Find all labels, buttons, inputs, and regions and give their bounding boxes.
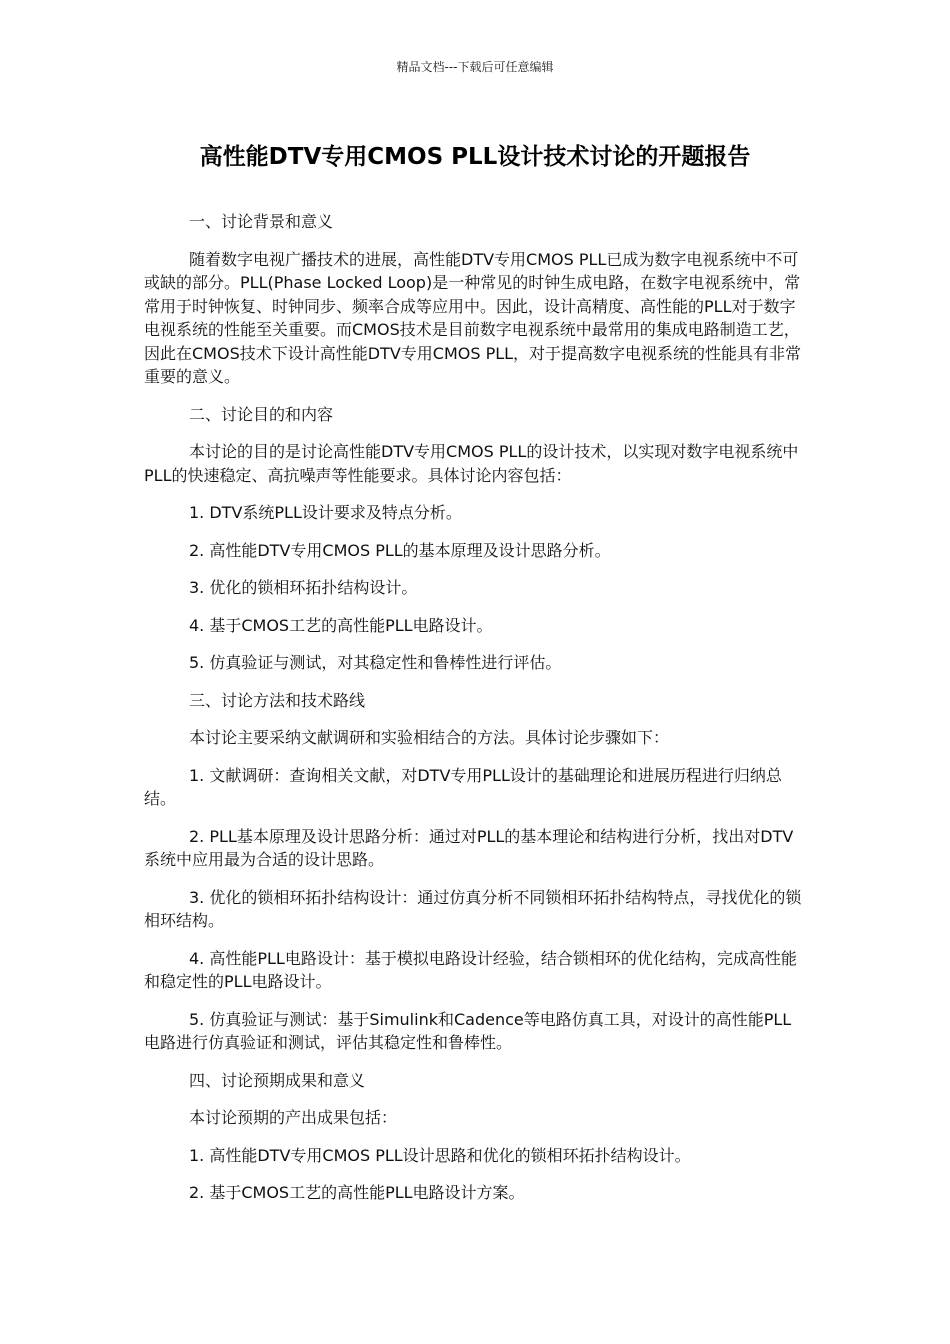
list-item: 1. DTV系统PLL设计要求及特点分析。 bbox=[189, 503, 462, 522]
paragraph: 随着数字电视广播技术的进展，高性能DTV专用CMOS PLL已成为数字电视系统中不可或缺的部分。PLL(Phase Locked Loop)是一种常见的时钟生成电路，在数字电视系统中，常常用于时钟恢复、时钟同步、频率合成等应用中。因此，设计高精度、高性能的PLL对于数字电视系统的性能至关重要。而CMOS技术是目前数字电视系统中最常用的集成电路制造工艺，因此在CMOS技术下设计高性能DTV专用CMOS PLL，对于提高数字电视系统的性能具有非常重要的意义。 bbox=[144, 249, 802, 386]
list-item: 5. 仿真验证与测试，对其稳定性和鲁棒性进行评估。 bbox=[189, 653, 562, 672]
list-item: 1. 文献调研：查询相关文献，对DTV专用PLL设计的基础理论和进展历程进行归纳总结。 bbox=[144, 765, 782, 808]
list-item: 4. 高性能PLL电路设计：基于模拟电路设计经验，结合锁相环的优化结构，完成高性能和稳定性的PLL电路设计。 bbox=[144, 948, 797, 991]
list-item: 2. PLL基本原理及设计思路分析：通过对PLL的基本理论和结构进行分析，找出对DTV系统中应用最为合适的设计思路。 bbox=[144, 826, 794, 869]
document-title: 高性能DTV专用CMOS PLL设计技术讨论的开题报告 bbox=[199, 144, 751, 170]
list-item: 2. 基于CMOS工艺的高性能PLL电路设计方案。 bbox=[189, 1183, 525, 1202]
paragraph: 本讨论主要采纳文献调研和实验相结合的方法。具体讨论步骤如下： bbox=[189, 728, 670, 747]
section-heading: 四、讨论预期成果和意义 bbox=[189, 1070, 366, 1090]
section-heading: 二、讨论目的和内容 bbox=[189, 404, 334, 424]
list-item: 1. 高性能DTV专用CMOS PLL设计思路和优化的锁相环拓扑结构设计。 bbox=[189, 1145, 691, 1165]
document-body bbox=[144, 210, 806, 1219]
section-heading: 一、讨论背景和意义 bbox=[189, 212, 334, 231]
list-item: 3. 优化的锁相环拓扑结构设计。 bbox=[189, 578, 418, 597]
paragraph: 本讨论的目的是讨论高性能DTV专用CMOS PLL的设计技术，以实现对数字电视系统中PLL的快速稳定、高抗噪声等性能要求。具体讨论内容包括： bbox=[144, 442, 799, 485]
header-note: 精品文档---下载后可任意编辑 bbox=[396, 60, 554, 74]
list-item: 2. 高性能DTV专用CMOS PLL的基本原理及设计思路分析。 bbox=[189, 540, 611, 560]
list-item: 5. 仿真验证与测试：基于Simulink和Cadence等电路仿真工具，对设计的高性能PLL电路进行仿真验证和测试，评估其稳定性和鲁棒性。 bbox=[144, 1009, 792, 1052]
paragraph: 本讨论预期的产出成果包括： bbox=[189, 1108, 398, 1127]
section-heading: 三、讨论方法和技术路线 bbox=[189, 690, 366, 710]
list-item: 4. 基于CMOS工艺的高性能PLL电路设计。 bbox=[189, 615, 493, 635]
list-item: 3. 优化的锁相环拓扑结构设计：通过仿真分析不同锁相环拓扑结构特点，寻找优化的锁相环结构。 bbox=[144, 887, 802, 930]
